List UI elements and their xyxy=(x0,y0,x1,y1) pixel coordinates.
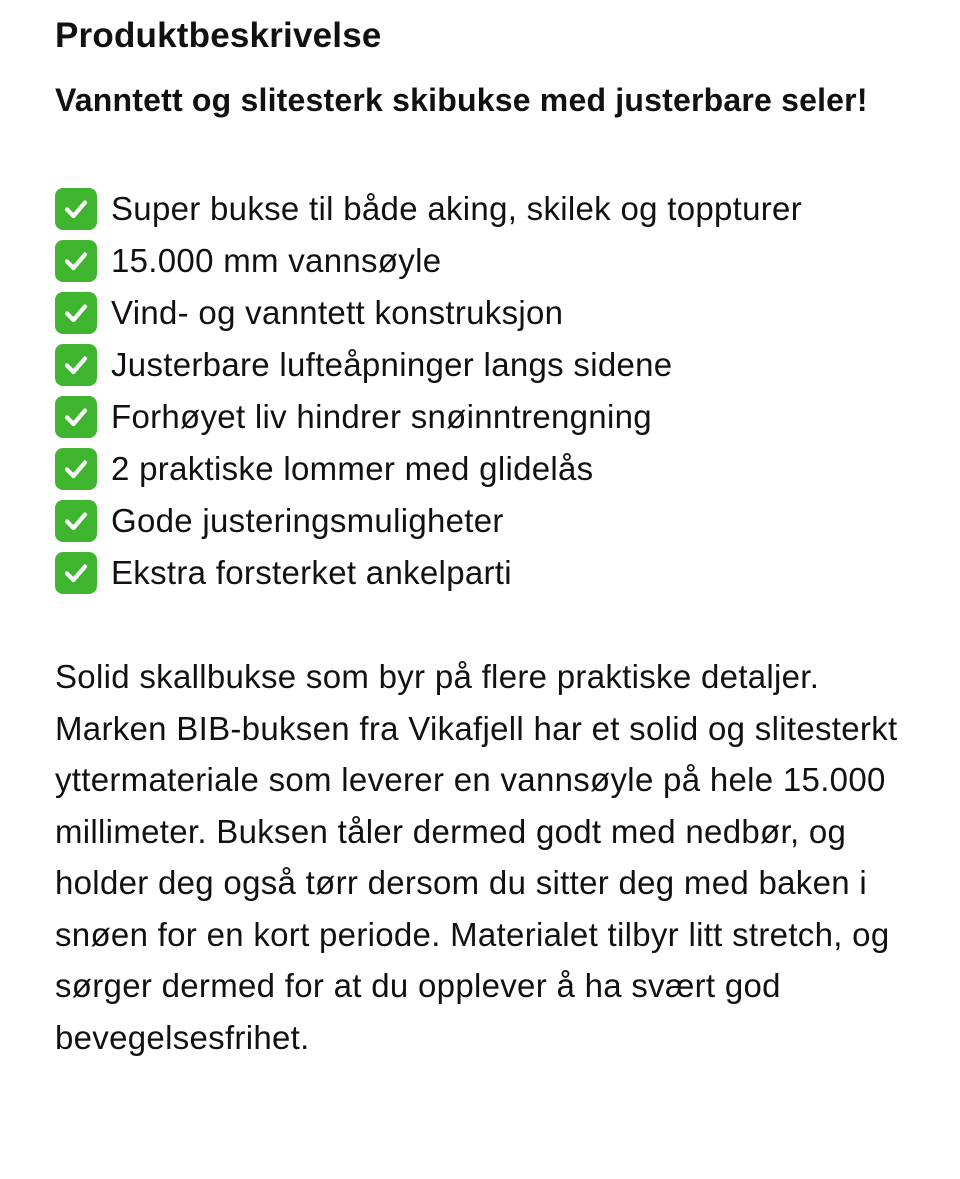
feature-text: Justerbare lufteåpninger langs sidene xyxy=(111,346,673,383)
feature-text: Ekstra forsterket ankelparti xyxy=(111,554,512,591)
product-description-text: Solid skallbukse som byr på flere praktiske detaljer. Marken BIB-buksen fra Vikafjell har et solid og slitesterkt yttermateriale som leverer en vannsøyle på hele 15.000 millimeter. Buksen tåler dermed godt med nedbør, og holder deg også tørr dersom du sitter deg med baken i snøen for en kort periode. Materialet tilbyr litt stretch, og sørger dermed for at du opplever å ha svært god bevegelsesfrihet. xyxy=(55,658,898,1056)
check-mark-button-icon xyxy=(55,344,97,386)
section-title: Produktbeskrivelse xyxy=(55,16,382,55)
feature-item xyxy=(55,547,935,599)
check-mark-button-icon xyxy=(55,500,97,542)
feature-item xyxy=(55,391,935,443)
feature-text: Vind- og vanntett konstruksjon xyxy=(111,294,564,331)
check-mark-button-icon xyxy=(55,188,97,230)
feature-list xyxy=(55,183,935,599)
feature-item xyxy=(55,235,935,287)
check-mark-button-icon xyxy=(55,448,97,490)
check-mark-button-icon xyxy=(55,396,97,438)
feature-text: Gode justeringsmuligheter xyxy=(111,502,504,539)
check-mark-button-icon xyxy=(55,552,97,594)
feature-item xyxy=(55,443,935,495)
feature-item xyxy=(55,183,935,235)
feature-text: 15.000 mm vannsøyle xyxy=(111,242,442,279)
product-headline: Vanntett og slitesterk skibukse med justerbare seler! xyxy=(55,82,868,118)
feature-item xyxy=(55,339,935,391)
check-mark-button-icon xyxy=(55,292,97,334)
check-mark-button-icon xyxy=(55,240,97,282)
feature-text: Super bukse til både aking, skilek og toppturer xyxy=(111,190,803,227)
feature-item xyxy=(55,287,935,339)
feature-item xyxy=(55,495,935,547)
feature-text: Forhøyet liv hindrer snøinntrengning xyxy=(111,398,652,435)
product-description-section xyxy=(55,10,935,1063)
feature-text: 2 praktiske lommer med glidelås xyxy=(111,450,594,487)
